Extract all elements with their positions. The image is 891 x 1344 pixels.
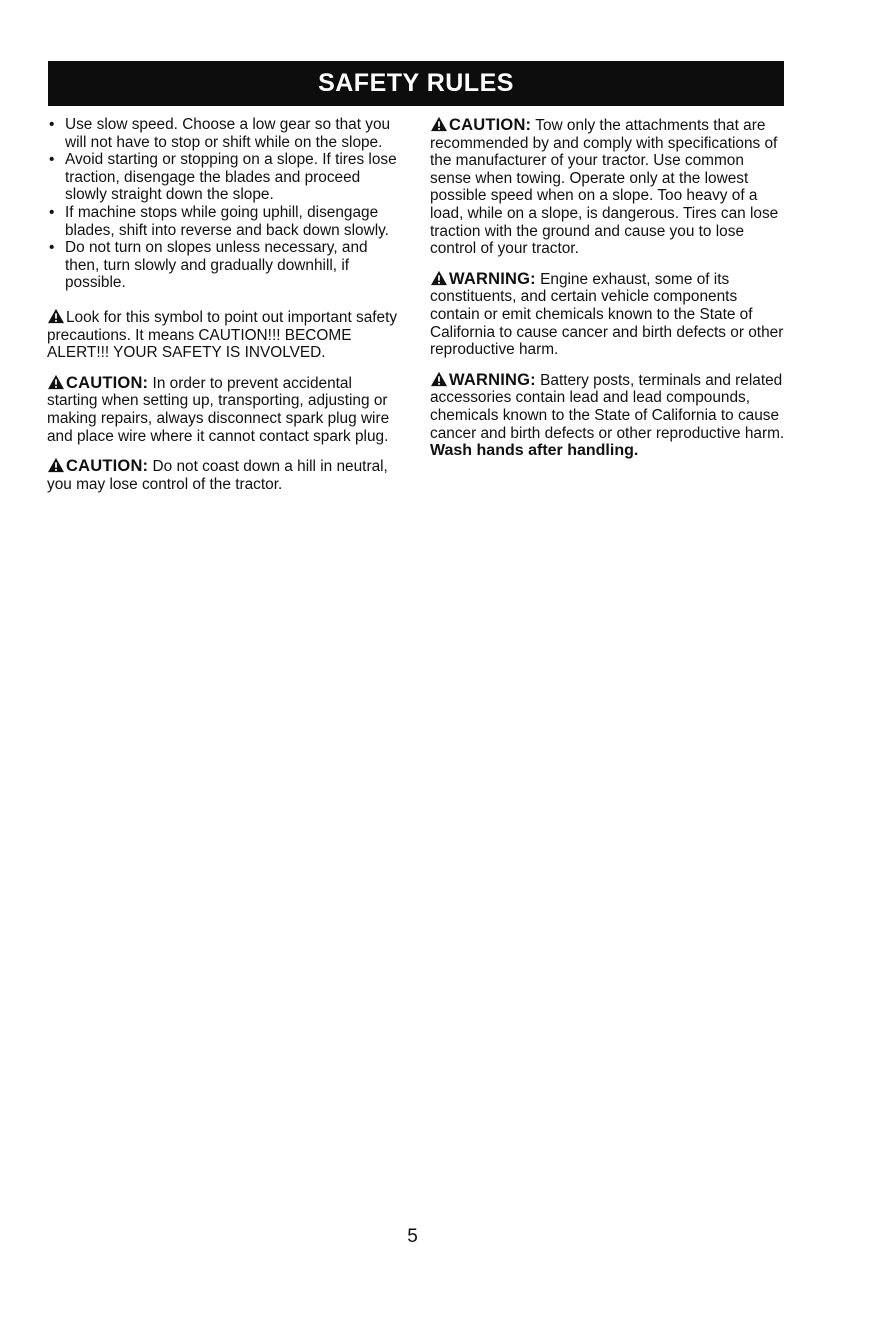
warning-text: Battery posts, terminals and related accessories contain lead and lead compounds, chemicals known to the State of California to cause cancer and birth defects or other reproductive harm. — [430, 371, 785, 442]
left-column — [47, 116, 404, 505]
bullet-icon: • — [49, 239, 55, 257]
page-title: SAFETY RULES — [318, 69, 514, 97]
slope-bullet-list — [47, 116, 404, 292]
list-item — [47, 204, 404, 239]
bullet-icon: • — [49, 203, 55, 221]
warning-triangle-icon — [430, 270, 448, 286]
list-item — [47, 151, 404, 204]
right-column — [430, 116, 786, 460]
caution-block-2 — [47, 457, 404, 493]
warning-triangle-icon — [47, 308, 65, 324]
caution-block-1 — [47, 374, 404, 445]
warning-label: WARNING: — [449, 370, 536, 389]
list-item — [47, 239, 404, 292]
caution-text: In order to prevent accidental starting when setting up, transporting, adjusting or making repairs, always disconnect spark plug wire and place wire where it cannot contact spark plug. — [47, 374, 390, 445]
bullet-text: If machine stops while going uphill, disengage blades, shift into reverse and back down slowly. — [65, 203, 389, 239]
caution-text: Tow only the attachments that are recommended by and comply with specifications of the manufacturer of your tractor. Use common sense when towing. Operate only at the lowest possible speed when on a slope. Too heavy of a load, while on a slope, is dangerous. Tires can lose traction with the ground and cause you to lose control of your tractor. — [430, 117, 779, 258]
warning-triangle-icon — [430, 116, 448, 132]
warning-triangle-icon — [430, 371, 448, 387]
symbol-note-text: Look for this symbol to point out important safety precautions. It means CAUTION!!! BECOME ALERT!!! YOUR SAFETY IS INVOLVED. — [47, 308, 398, 362]
warning-label: WARNING: — [449, 269, 536, 288]
caution-label: CAUTION: — [66, 457, 149, 476]
bullet-text: Use slow speed. Choose a low gear so that you will not have to stop or shift while on the slope. — [65, 116, 391, 151]
wash-hands-note: Wash hands after handling. — [430, 442, 639, 460]
bullet-icon: • — [49, 151, 55, 169]
bullet-icon: • — [49, 116, 55, 133]
warning-triangle-icon — [47, 457, 65, 473]
warning-triangle-icon — [47, 374, 65, 390]
exhaust-warning-block — [430, 270, 786, 359]
caution-label: CAUTION: — [66, 373, 149, 392]
caution-text: Do not coast down a hill in neutral, you may lose control of the tractor. — [47, 458, 388, 493]
warning-text: Engine exhaust, some of its constituents, and certain vehicle components contain or emit chemicals known to the State of California to cause cancer and birth defects or other reproductive harm. — [430, 270, 784, 359]
list-item — [47, 116, 404, 151]
towing-caution-block — [430, 116, 786, 258]
symbol-note — [47, 308, 404, 362]
bullet-text: Avoid starting or stopping on a slope. If tires lose traction, disengage the blades and proceed slowly straight down the slope. — [65, 151, 397, 204]
page-number: 5 — [407, 1226, 418, 1247]
header-bar — [48, 61, 784, 106]
battery-warning-block — [430, 371, 786, 442]
bullet-text: Do not turn on slopes unless necessary, and then, turn slowly and gradually downhill, if possible. — [65, 239, 368, 292]
caution-label: CAUTION: — [449, 116, 532, 134]
